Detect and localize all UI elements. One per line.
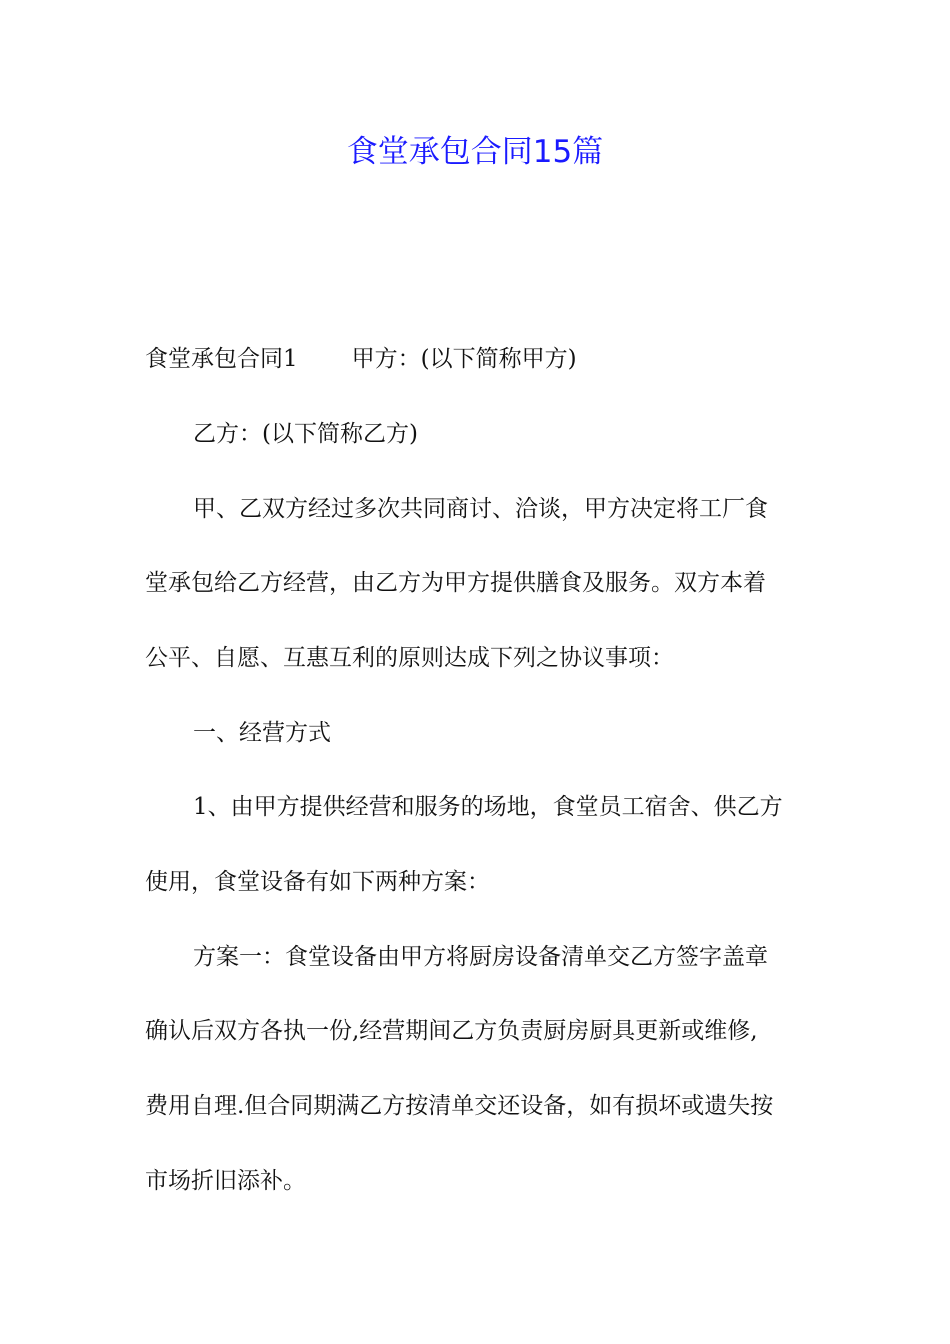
section-heading: 一、经营方式 — [193, 720, 331, 746]
paragraph-line: 堂承包给乙方经营，由乙方为甲方提供膳食及服务。双方本着 — [145, 570, 766, 596]
paragraph-line: 甲、乙双方经过多次共同商讨、洽谈，甲方决定将工厂食 — [193, 496, 768, 522]
contract-heading-line — [145, 343, 810, 375]
paragraph-line: 公平、自愿、互惠互利的原则达成下列之协议事项： — [145, 645, 674, 671]
paragraph-line: 确认后双方各执一份,经营期间乙方负责厨房厨具更新或维修, — [145, 1018, 758, 1044]
party-b-line: 乙方：(以下简称乙方) — [193, 421, 418, 447]
paragraph-line: 方案一：食堂设备由甲方将厨房设备清单交乙方签字盖章 — [193, 944, 768, 970]
party-a-label: 甲方：(以下简称甲方) — [351, 346, 577, 372]
paragraph-line: 使用，食堂设备有如下两种方案： — [145, 869, 490, 895]
paragraph-line: 市场折旧添补。 — [145, 1168, 306, 1194]
paragraph-line: 1、由甲方提供经营和服务的场地，食堂员工宿舍、供乙方 — [193, 794, 783, 820]
paragraph-line: 费用自理.但合同期满乙方按清单交还设备，如有损坏或遗失按 — [145, 1093, 774, 1119]
contract-number-label: 食堂承包合同1 — [145, 346, 298, 372]
document-title: 食堂承包合同15篇 — [346, 134, 604, 170]
